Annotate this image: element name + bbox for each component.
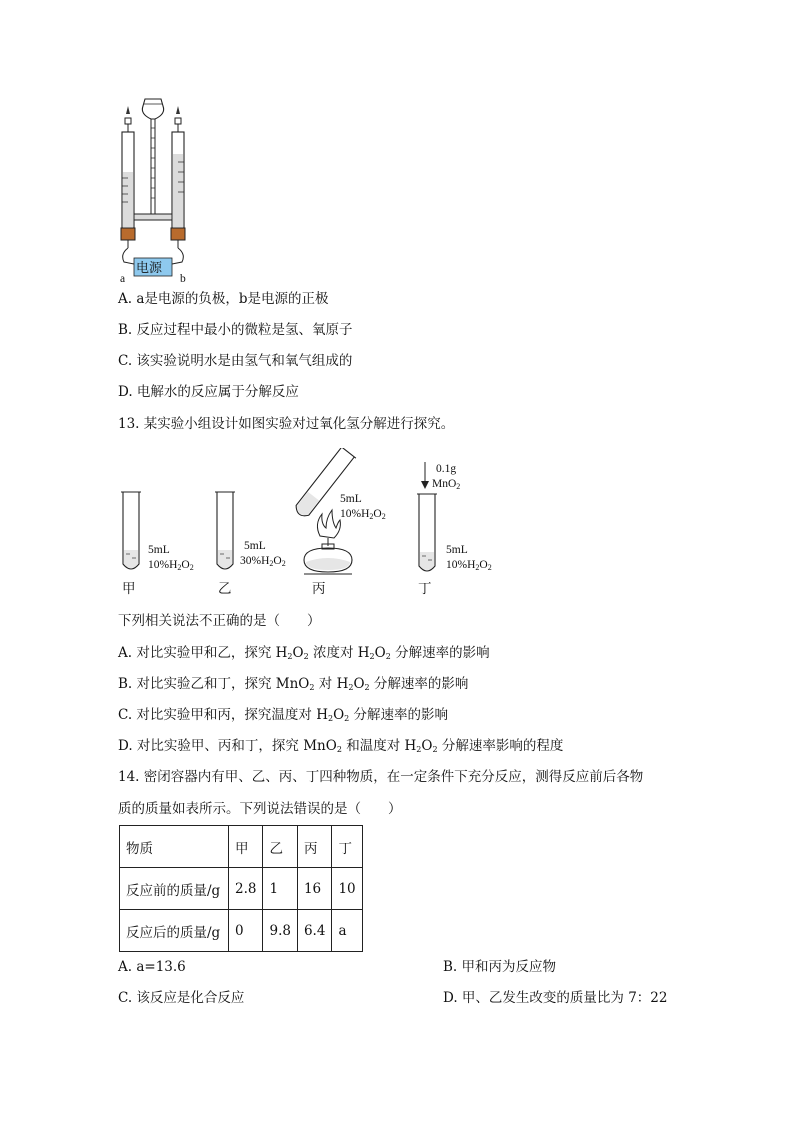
table-row: [120, 910, 363, 952]
test-tube-jia: [118, 490, 144, 574]
table-cell: a: [332, 910, 362, 952]
tube-ding-name: 丁: [418, 581, 432, 597]
tube-jia-solution: $10\%H_2O_2$: [148, 559, 194, 572]
tube-ding-volume: 5mL: [446, 544, 468, 556]
table-cell: 16: [297, 868, 331, 910]
q13-prompt: 下列相关说法不正确的是（ ）: [118, 613, 321, 629]
mass-table: [119, 825, 363, 952]
q12-option-d: D. 电解水的反应属于分解反应: [118, 384, 299, 400]
table-cell: 0: [229, 910, 263, 952]
tube-ding-solution: $10\%H_2O_2$: [446, 559, 492, 572]
q12-option-a: A. a是电源的负极，b是电源的正极: [118, 291, 329, 307]
tube-bing-name: 丙: [312, 581, 326, 597]
table-cell: 10: [332, 868, 362, 910]
electrode-label-a: a: [120, 273, 126, 285]
down-arrow-icon: [420, 462, 430, 490]
table-cell: 反应前的质量/g: [120, 868, 229, 910]
additive-mass: 0.1g: [436, 463, 457, 475]
q12-option-b: B. 反应过程中最小的微粒是氢、氧原子: [118, 322, 353, 338]
q13-option-d: D. 对比实验甲、丙和丁，探究 MnO$_2$ 和温度对 $H_2O_2$ 分解速率影响的程度: [118, 738, 564, 754]
table-cell: 9.8: [263, 910, 297, 952]
table-cell: 6.4: [297, 910, 331, 952]
tube-bing-volume: 5mL: [340, 493, 362, 505]
q14-option-d: D. 甲、乙发生改变的质量比为 7：22: [443, 990, 668, 1006]
table-cell: 物质: [120, 826, 229, 868]
tube-jia-name: 甲: [122, 581, 136, 597]
test-tube-yi: [212, 490, 238, 574]
tube-bing-solution: $10\%H_2O_2$: [340, 508, 386, 521]
electrode-label-b: b: [180, 273, 186, 285]
tube-yi-name: 乙: [218, 581, 232, 597]
electrolysis-apparatus: [108, 92, 198, 282]
table-cell: 丁: [332, 826, 362, 868]
tube-yi-solution: $30\%H_2O_2$: [240, 555, 286, 568]
power-source-label: 电源: [136, 261, 163, 276]
test-tube-ding: [414, 492, 440, 576]
q12-option-c: C. 该实验说明水是由氢气和氧气组成的: [118, 353, 353, 369]
q14-option-b: B. 甲和丙为反应物: [443, 959, 557, 975]
table-cell: 反应后的质量/g: [120, 910, 229, 952]
q14-stem-line2: 质的质量如表所示。下列说法错误的是（ ）: [118, 801, 402, 817]
table-cell: 2.8: [229, 868, 263, 910]
q14-option-c: C. 该反应是化合反应: [118, 990, 245, 1006]
additive-name: MnO$_2$: [432, 478, 461, 491]
q13-option-a: A. 对比实验甲和乙，探究 $H_2O_2$ 浓度对 $H_2O_2$ 分解速率的影响: [118, 645, 490, 661]
q13-stem: 13. 某实验小组设计如图实验对过氧化氢分解进行探究。: [118, 416, 455, 432]
table-header-row: [120, 826, 363, 868]
tube-jia-volume: 5mL: [148, 544, 170, 556]
q13-option-b: B. 对比实验乙和丁，探究 MnO$_2$ 对 $H_2O_2$ 分解速率的影响: [118, 676, 469, 692]
table-cell: 丙: [297, 826, 331, 868]
q13-option-c: C. 对比实验甲和丙，探究温度对 $H_2O_2$ 分解速率的影响: [118, 707, 449, 723]
table-row: [120, 868, 363, 910]
table-cell: 甲: [229, 826, 263, 868]
tube-yi-volume: 5mL: [244, 540, 266, 552]
q14-option-a: A. a=13.6: [118, 959, 186, 975]
table-cell: 1: [263, 868, 297, 910]
q14-stem-line1: 14. 密闭容器内有甲、乙、丙、丁四种物质，在一定条件下充分反应，测得反应前后各物: [118, 769, 644, 785]
table-cell: 乙: [263, 826, 297, 868]
